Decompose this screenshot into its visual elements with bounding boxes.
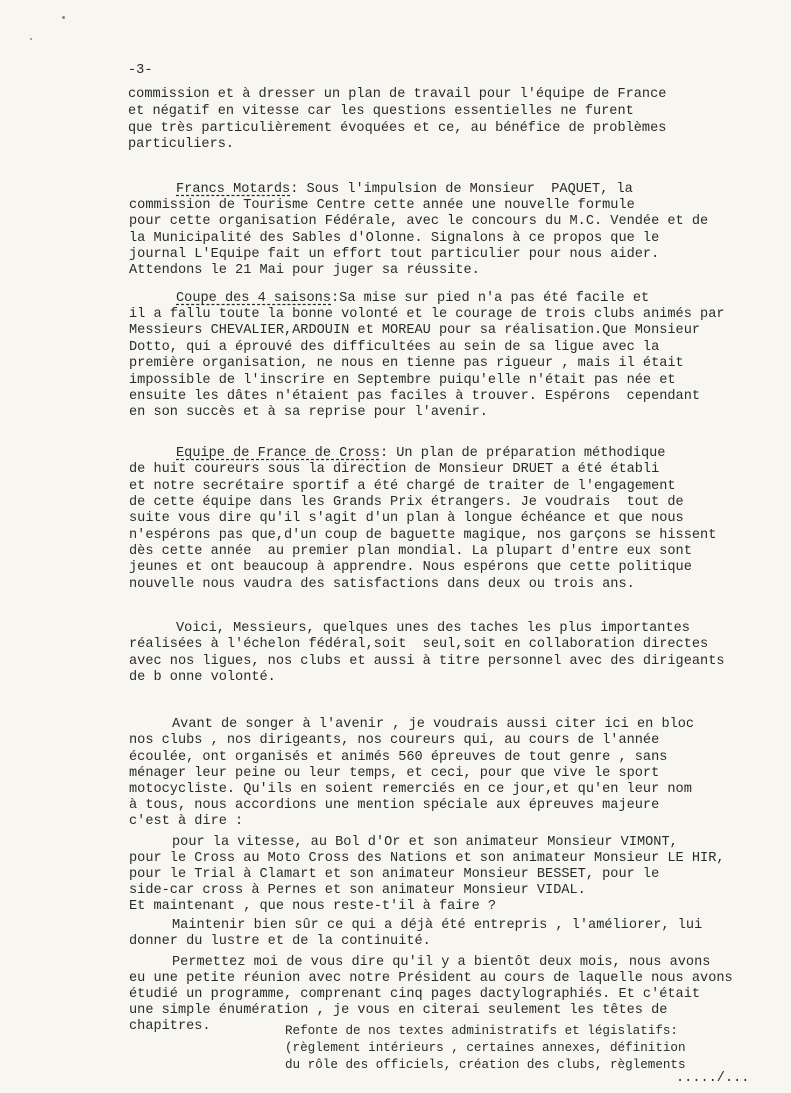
list-item: side-car cross à Pernes et son animateur Monsieur VIDAL. [129,883,586,898]
text-line: motocycliste. Qu'ils en soient remerciés en ce jour,et qu'en leur nom [129,782,692,797]
text-line: une simple énumération , je vous en citerai seulement les têtes de [129,1003,668,1018]
text-line: première organisation, ne nous en tienne pas rigueur , mais il était [129,356,684,371]
text-line: pour cette organisation Fédérale, avec le concours du M.C. Vendée et de [129,214,709,229]
text-line: nouvelle nous vaudra des satisfactions dans deux ou trois ans. [129,577,635,592]
text-line: et notre secrétaire sportif a été chargé de traiter de l'engagement [129,479,676,494]
text-line: commission de Tourisme Centre cette année une nouvelle formule [129,198,635,213]
section-cross-first-line: Equipe de France de Cross: Un plan de préparation méthodique [176,446,666,461]
text-line: jeunes et ont beaucoup à apprendre. Nous espérons que cette politique [129,560,692,575]
text-line: c'est à dire : [129,814,244,829]
text-line: avec nos ligues, nos clubs et aussi à titre personnel avec des dirigeants [129,654,725,669]
section-francs-motards-first-line: Francs Motards: Sous l'impulsion de Monsieur PAQUET, la [176,182,633,197]
text-line: particuliers. [128,137,235,152]
text-line: suite vous dire qu'il s'agit d'un plan à longue échéance et que nous [129,511,684,526]
text-line: chapitres. [129,1019,211,1034]
list-item: pour la vitesse, au Bol d'Or et son animateur Monsieur VIMONT, [172,835,678,850]
section-coupe-first-line: Coupe des 4 saisons:Sa mise sur pied n'a pas été facile et [176,291,650,306]
text-line: de b onne volonté. [129,670,276,685]
text-line: écoulée, ont organisés et animés 560 épreuves de tout genre , sans [129,750,668,765]
text-line: eu une petite réunion avec notre Président au cours de laquelle nous avons [129,971,733,986]
text-line: de cette équipe dans les Grands Prix étrangers. Je voudrais tout de [129,495,684,510]
text-line: ménager leur peine ou leur temps, et ceci, pour que vive le sport [129,766,660,781]
text-line: Voici, Messieurs, quelques unes des taches les plus importantes [176,621,690,636]
text-line: ensuite les dâtes n'étaient pas faciles à trouver. Espérons cependant [129,389,701,404]
continuation-mark: ...../... [676,1071,750,1086]
text-line: commission et à dresser un plan de travail pour l'équipe de France [128,87,667,102]
text-line: Dotto, qui a éprouvé des difficultées au sein de sa ligue avec la [129,340,660,355]
section-heading: Coupe des 4 saisons [176,291,331,306]
text-line: Permettez moi de vous dire qu'il y a bientôt deux mois, nous avons [172,955,711,970]
text-line: il a fallu toute la bonne volonté et le courage de trois clubs animés par [129,307,725,322]
scan-speck [62,16,65,19]
text-line: étudié un programme, comprenant cinq pages dactylographiés. Et c'était [129,987,701,1002]
text-line: dès cette année au premier plan mondial. La plupart d'entre eux sont [129,544,692,559]
page-number: -3- [128,63,153,78]
scan-speck [30,38,32,40]
section-heading: Equipe de France de Cross [176,446,380,461]
text-line: du rôle des officiels, création des clubs, règlements [285,1058,686,1072]
text-line: impossible de l'inscrire en Septembre puiqu'elle n'était pas née et [129,373,676,388]
text-line: (règlement intérieurs , certaines annexes, définition [285,1041,686,1055]
text-line: Avant de songer à l'avenir , je voudrais aussi citer ici en bloc [172,717,695,732]
text-line: la Municipalité des Sables d'Olonne. Signalons à ce propos que le [129,231,660,246]
text-line: Maintenir bien sûr ce qui a déjà été entrepris , l'améliorer, lui [172,918,703,933]
text-line: en son succès et à sa reprise pour l'avenir. [129,405,488,420]
text-line: à tous, nous accordions une mention spéciale aux épreuves majeure [129,798,660,813]
text-line: donner du lustre et de la continuité. [129,934,431,949]
text-line: n'espérons pas que,d'un coup de baguette magique, nos garçons se hissent [129,528,717,543]
text-line: Refonte de nos textes administratifs et législatifs: [285,1024,678,1038]
list-item: pour le Cross au Moto Cross des Nations et son animateur Monsieur LE HIR, [129,851,725,866]
text-line: et négatif en vitesse car les questions essentielles ne furent [128,104,634,119]
text-line: de huit coureurs sous la direction de Monsieur DRUET a été établi [129,462,660,477]
text-line: réalisées à l'échelon fédéral,soit seul,soit en collaboration directes [129,637,709,652]
list-item: pour le Trial à Clamart et son animateur Monsieur BESSET, pour le [129,867,660,882]
text-line: que très particulièrement évoquées et ce, au bénéfice de problèmes [128,121,667,136]
text-line: journal L'Equipe fait un effort tout particulier pour nous aider. [129,247,660,262]
section-heading: Francs Motards [176,182,291,197]
text-line: nos clubs , nos dirigeants, nos coureurs qui, au cours de l'année [129,733,660,748]
text-line: Messieurs CHEVALIER,ARDOUIN et MOREAU pour sa réalisation.Que Monsieur [129,323,701,338]
text-line: Et maintenant , que nous reste-t'il à faire ? [129,899,497,914]
text-line: Attendons le 21 Mai pour juger sa réussite. [129,263,480,278]
